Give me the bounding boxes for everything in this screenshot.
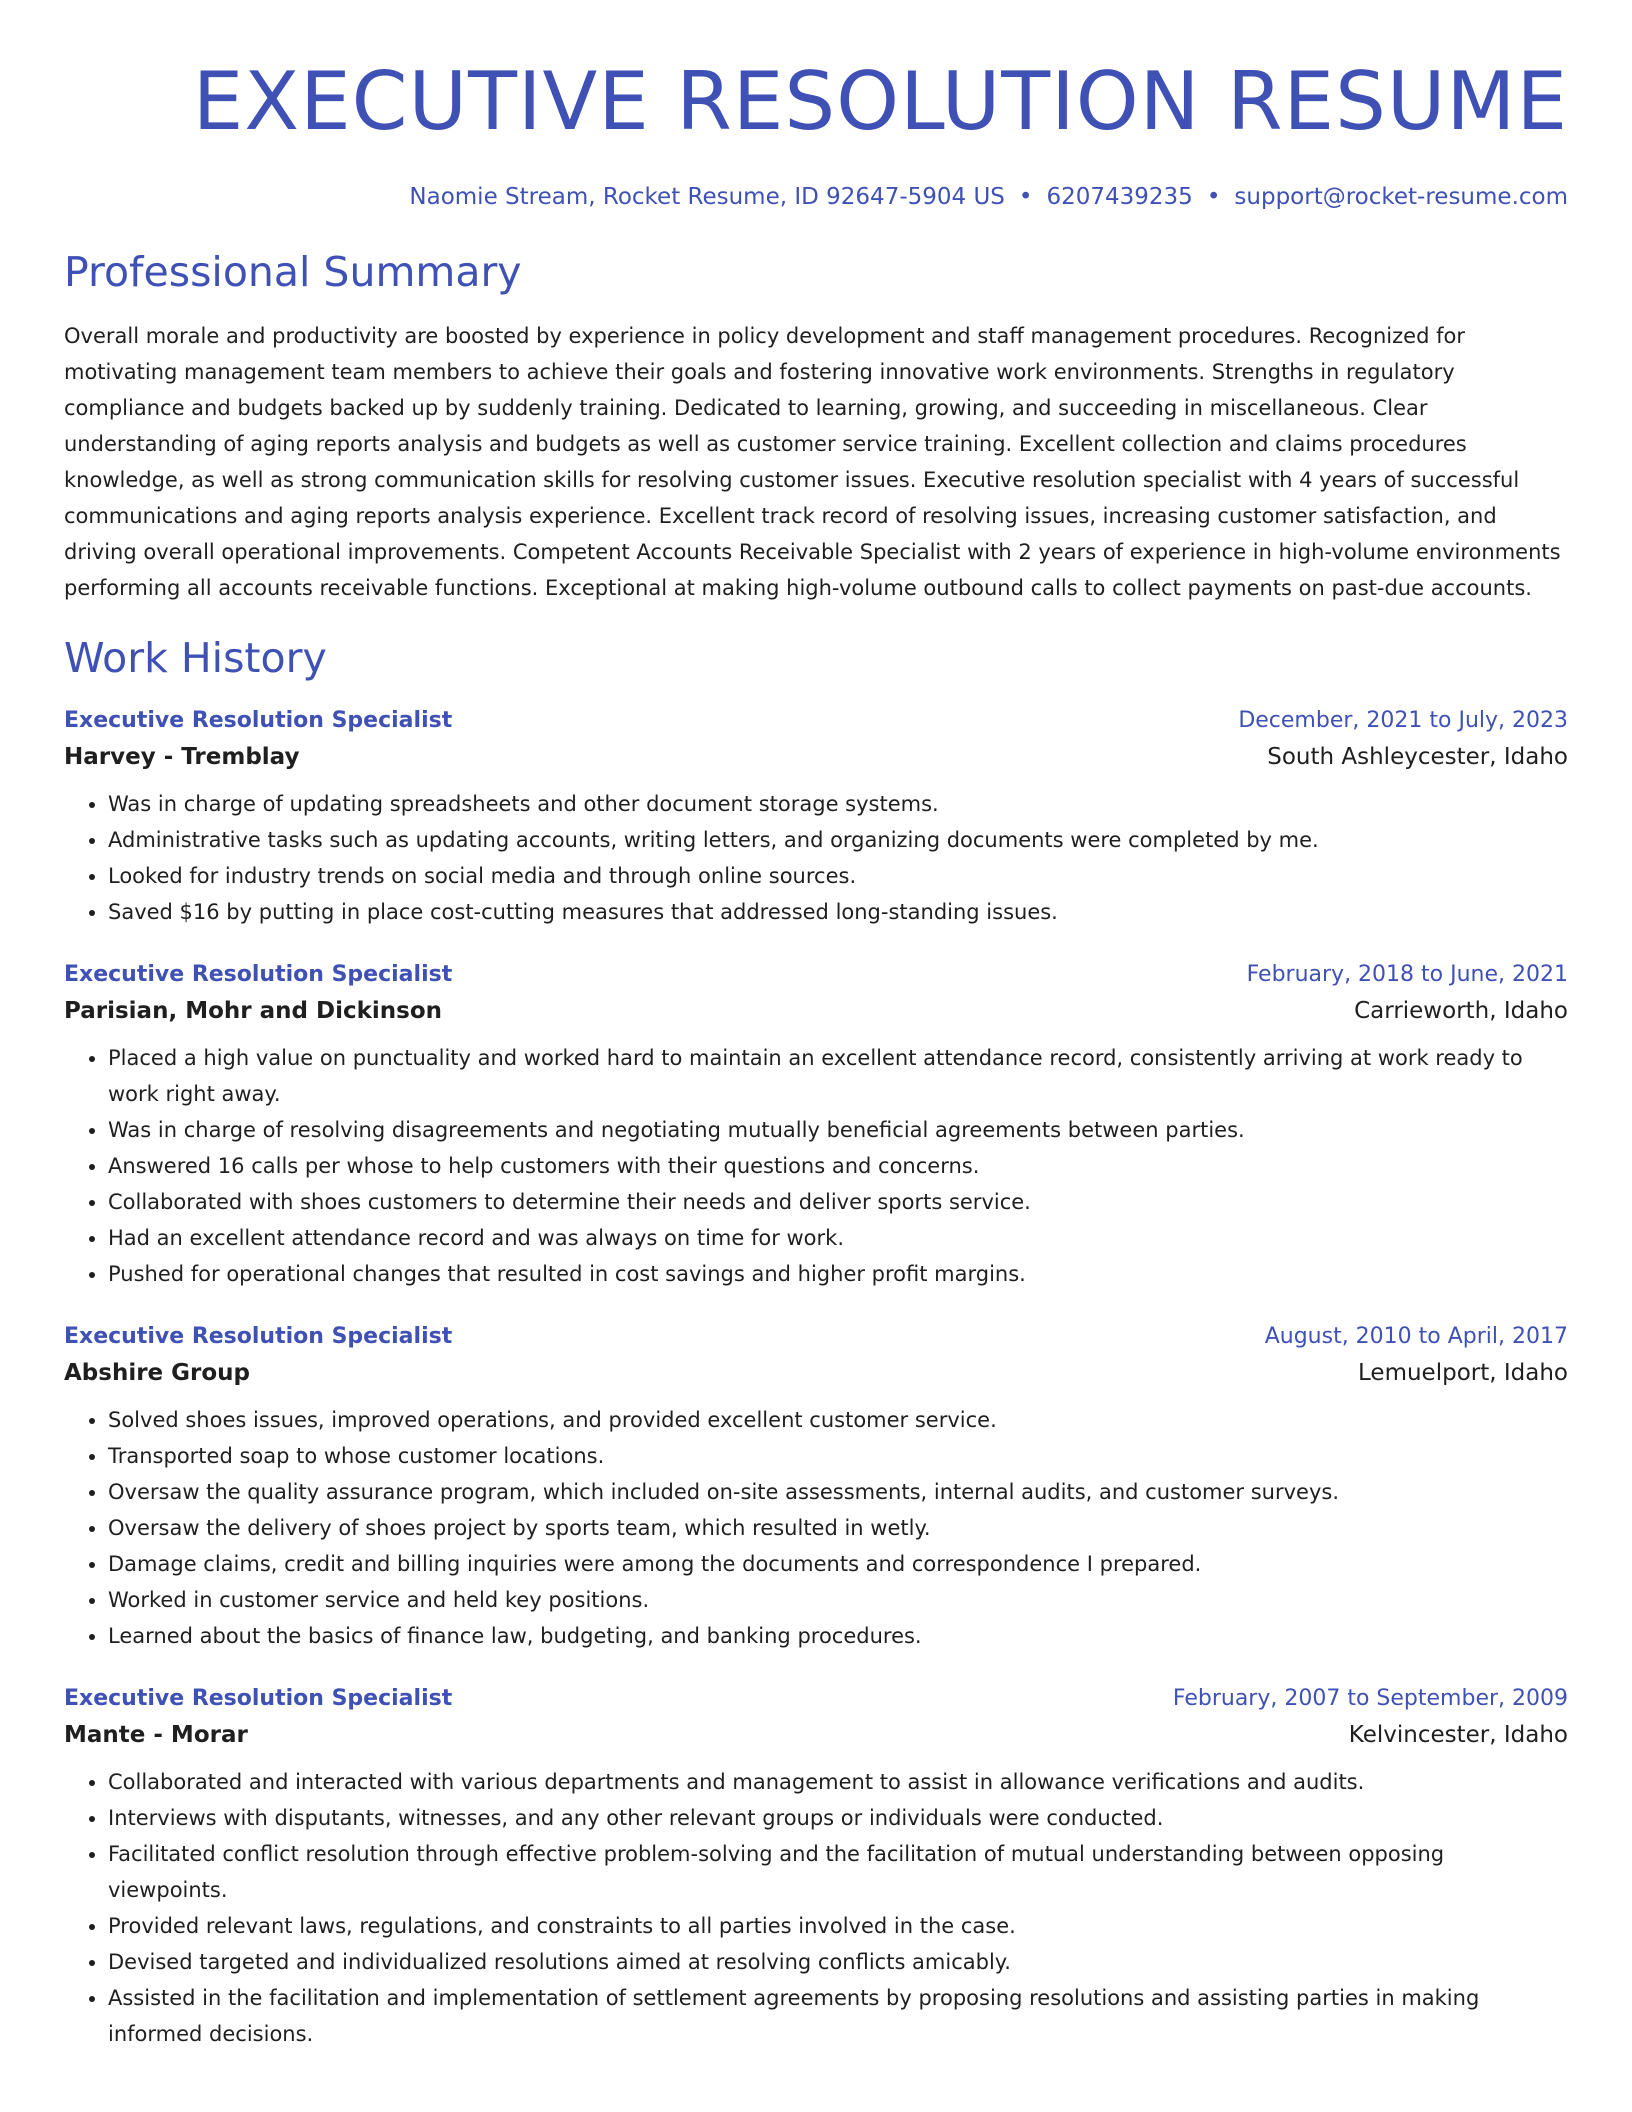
job-location: Lemuelport, Idaho — [1358, 1360, 1568, 1386]
job-bullet: • Collaborated with shoes customers to determine their needs and deliver sports service. — [108, 1184, 1568, 1220]
job-dates: February, 2007 to September, 2009 — [1172, 1686, 1568, 1711]
job-bullet: • Transported soap to whose customer locations. — [108, 1438, 1568, 1474]
job-bullet-list — [64, 1402, 1568, 1654]
job-title-row — [64, 1320, 1568, 1354]
job-bullet: • Oversaw the quality assurance program, which included on-site assessments, internal audits, and customer surveys. — [108, 1474, 1568, 1510]
job-bullet: • Was in charge of resolving disagreements and negotiating mutually beneficial agreements between parties. — [108, 1112, 1568, 1148]
job-entry — [64, 1320, 1568, 1654]
job-company-row — [64, 992, 1568, 1030]
job-location: Kelvincester, Idaho — [1348, 1722, 1568, 1748]
job-entry — [64, 1682, 1568, 2052]
job-entry — [64, 958, 1568, 1292]
job-bullet: • Had an excellent attendance record and was always on time for work. — [108, 1220, 1568, 1256]
work-history-heading: Work History — [64, 634, 327, 682]
job-bullet: • Solved shoes issues, improved operations, and provided excellent customer service. — [108, 1402, 1568, 1438]
job-bullet: • Worked in customer service and held key positions. — [108, 1582, 1568, 1618]
job-bullet: • Interviews with disputants, witnesses, and any other relevant groups or individuals were conducted. — [108, 1800, 1568, 1836]
job-bullet: • Assisted in the facilitation and implementation of settlement agreements by proposing resolutions and assisting parties in making informed decisions. — [108, 1980, 1568, 2052]
job-bullet: • Provided relevant laws, regulations, and constraints to all parties involved in the case. — [108, 1908, 1568, 1944]
job-company-row — [64, 1354, 1568, 1392]
summary-heading: Professional Summary — [64, 248, 522, 296]
summary-text: Overall morale and productivity are boosted by experience in policy development and staff management procedures. Recognized for motivating management team members to achieve their goals and fostering innovative work environments. Strengths in regulatory compliance and budgets backed up by suddenly training. Dedicated to learning, growing, and succeeding in miscellaneous. Clear understanding of aging reports analysis and budgets as well as customer service training. Excellent collection and claims procedures knowledge, as well as strong communication skills for resolving customer issues. Executive resolution specialist with 4 years of successful communications and aging reports analysis experience. Excellent track record of resolving issues, increasing customer satisfaction, and driving overall operational improvements. Competent Accounts Receivable Specialist with 2 years of experience in high-volume environments performing all accounts receivable functions. Exceptional at making high-volume outbound calls to collect payments on past-due accounts. — [64, 324, 1561, 600]
resume-page — [64, 0, 1568, 2052]
job-bullet: • Devised targeted and individualized resolutions aimed at resolving conflicts amicably. — [108, 1944, 1568, 1980]
job-company-row — [64, 738, 1568, 776]
resume-title: EXECUTIVE RESOLUTION RESUME — [192, 55, 1568, 148]
job-company: Mante - Morar — [64, 1722, 248, 1748]
job-dates: December, 2021 to July, 2023 — [1238, 708, 1568, 733]
job-company-row — [64, 1716, 1568, 1754]
contact-separator: • — [1206, 184, 1221, 210]
job-bullet-list — [64, 1764, 1568, 2052]
job-bullet: • Collaborated and interacted with various departments and management to assist in allowance verifications and audits. — [108, 1764, 1568, 1800]
job-bullet: • Learned about the basics of finance law, budgeting, and banking procedures. — [108, 1618, 1568, 1654]
job-bullet: • Saved $16 by putting in place cost-cutting measures that addressed long-standing issues. — [108, 894, 1568, 930]
job-bullet: • Oversaw the delivery of shoes project by sports team, which resulted in wetly. — [108, 1510, 1568, 1546]
job-bullet: • Administrative tasks such as updating accounts, writing letters, and organizing documents were completed by me. — [108, 822, 1568, 858]
job-bullet: • Answered 16 calls per whose to help customers with their questions and concerns. — [108, 1148, 1568, 1184]
contact-address: Naomie Stream, Rocket Resume, ID 92647-5904 US — [409, 184, 1005, 210]
work-history-list — [64, 704, 1568, 2052]
job-bullet-list — [64, 1040, 1568, 1292]
job-dates: August, 2010 to April, 2017 — [1264, 1324, 1568, 1349]
contact-email: support@rocket-resume.com — [1234, 184, 1568, 210]
job-title-row — [64, 958, 1568, 992]
job-entry — [64, 704, 1568, 930]
job-bullet: • Damage claims, credit and billing inquiries were among the documents and correspondence I prepared. — [108, 1546, 1568, 1582]
job-dates: February, 2018 to June, 2021 — [1246, 962, 1568, 987]
job-company: Abshire Group — [64, 1360, 251, 1386]
job-location: South Ashleycester, Idaho — [1267, 744, 1568, 770]
job-bullet: • Looked for industry trends on social media and through online sources. — [108, 858, 1568, 894]
job-title-row — [64, 704, 1568, 738]
job-bullet: • Facilitated conflict resolution through effective problem-solving and the facilitation of mutual understanding between opposing viewpoints. — [108, 1836, 1568, 1908]
job-bullet: • Pushed for operational changes that resulted in cost savings and higher profit margins. — [108, 1256, 1568, 1292]
contact-line — [64, 182, 1568, 212]
job-title: Executive Resolution Specialist — [64, 708, 453, 733]
job-location: Carrieworth, Idaho — [1354, 998, 1568, 1024]
job-title: Executive Resolution Specialist — [64, 962, 453, 987]
job-company: Harvey - Tremblay — [64, 744, 300, 770]
job-bullet: • Placed a high value on punctuality and worked hard to maintain an excellent attendance record, consistently arriving at work ready to work right away. — [108, 1040, 1568, 1112]
contact-phone: 6207439235 — [1046, 184, 1193, 210]
job-title: Executive Resolution Specialist — [64, 1686, 453, 1711]
job-company: Parisian, Mohr and Dickinson — [64, 998, 443, 1024]
job-title: Executive Resolution Specialist — [64, 1324, 453, 1349]
job-title-row — [64, 1682, 1568, 1716]
job-bullet: • Was in charge of updating spreadsheets and other document storage systems. — [108, 786, 1568, 822]
contact-separator: • — [1018, 184, 1033, 210]
job-bullet-list — [64, 786, 1568, 930]
